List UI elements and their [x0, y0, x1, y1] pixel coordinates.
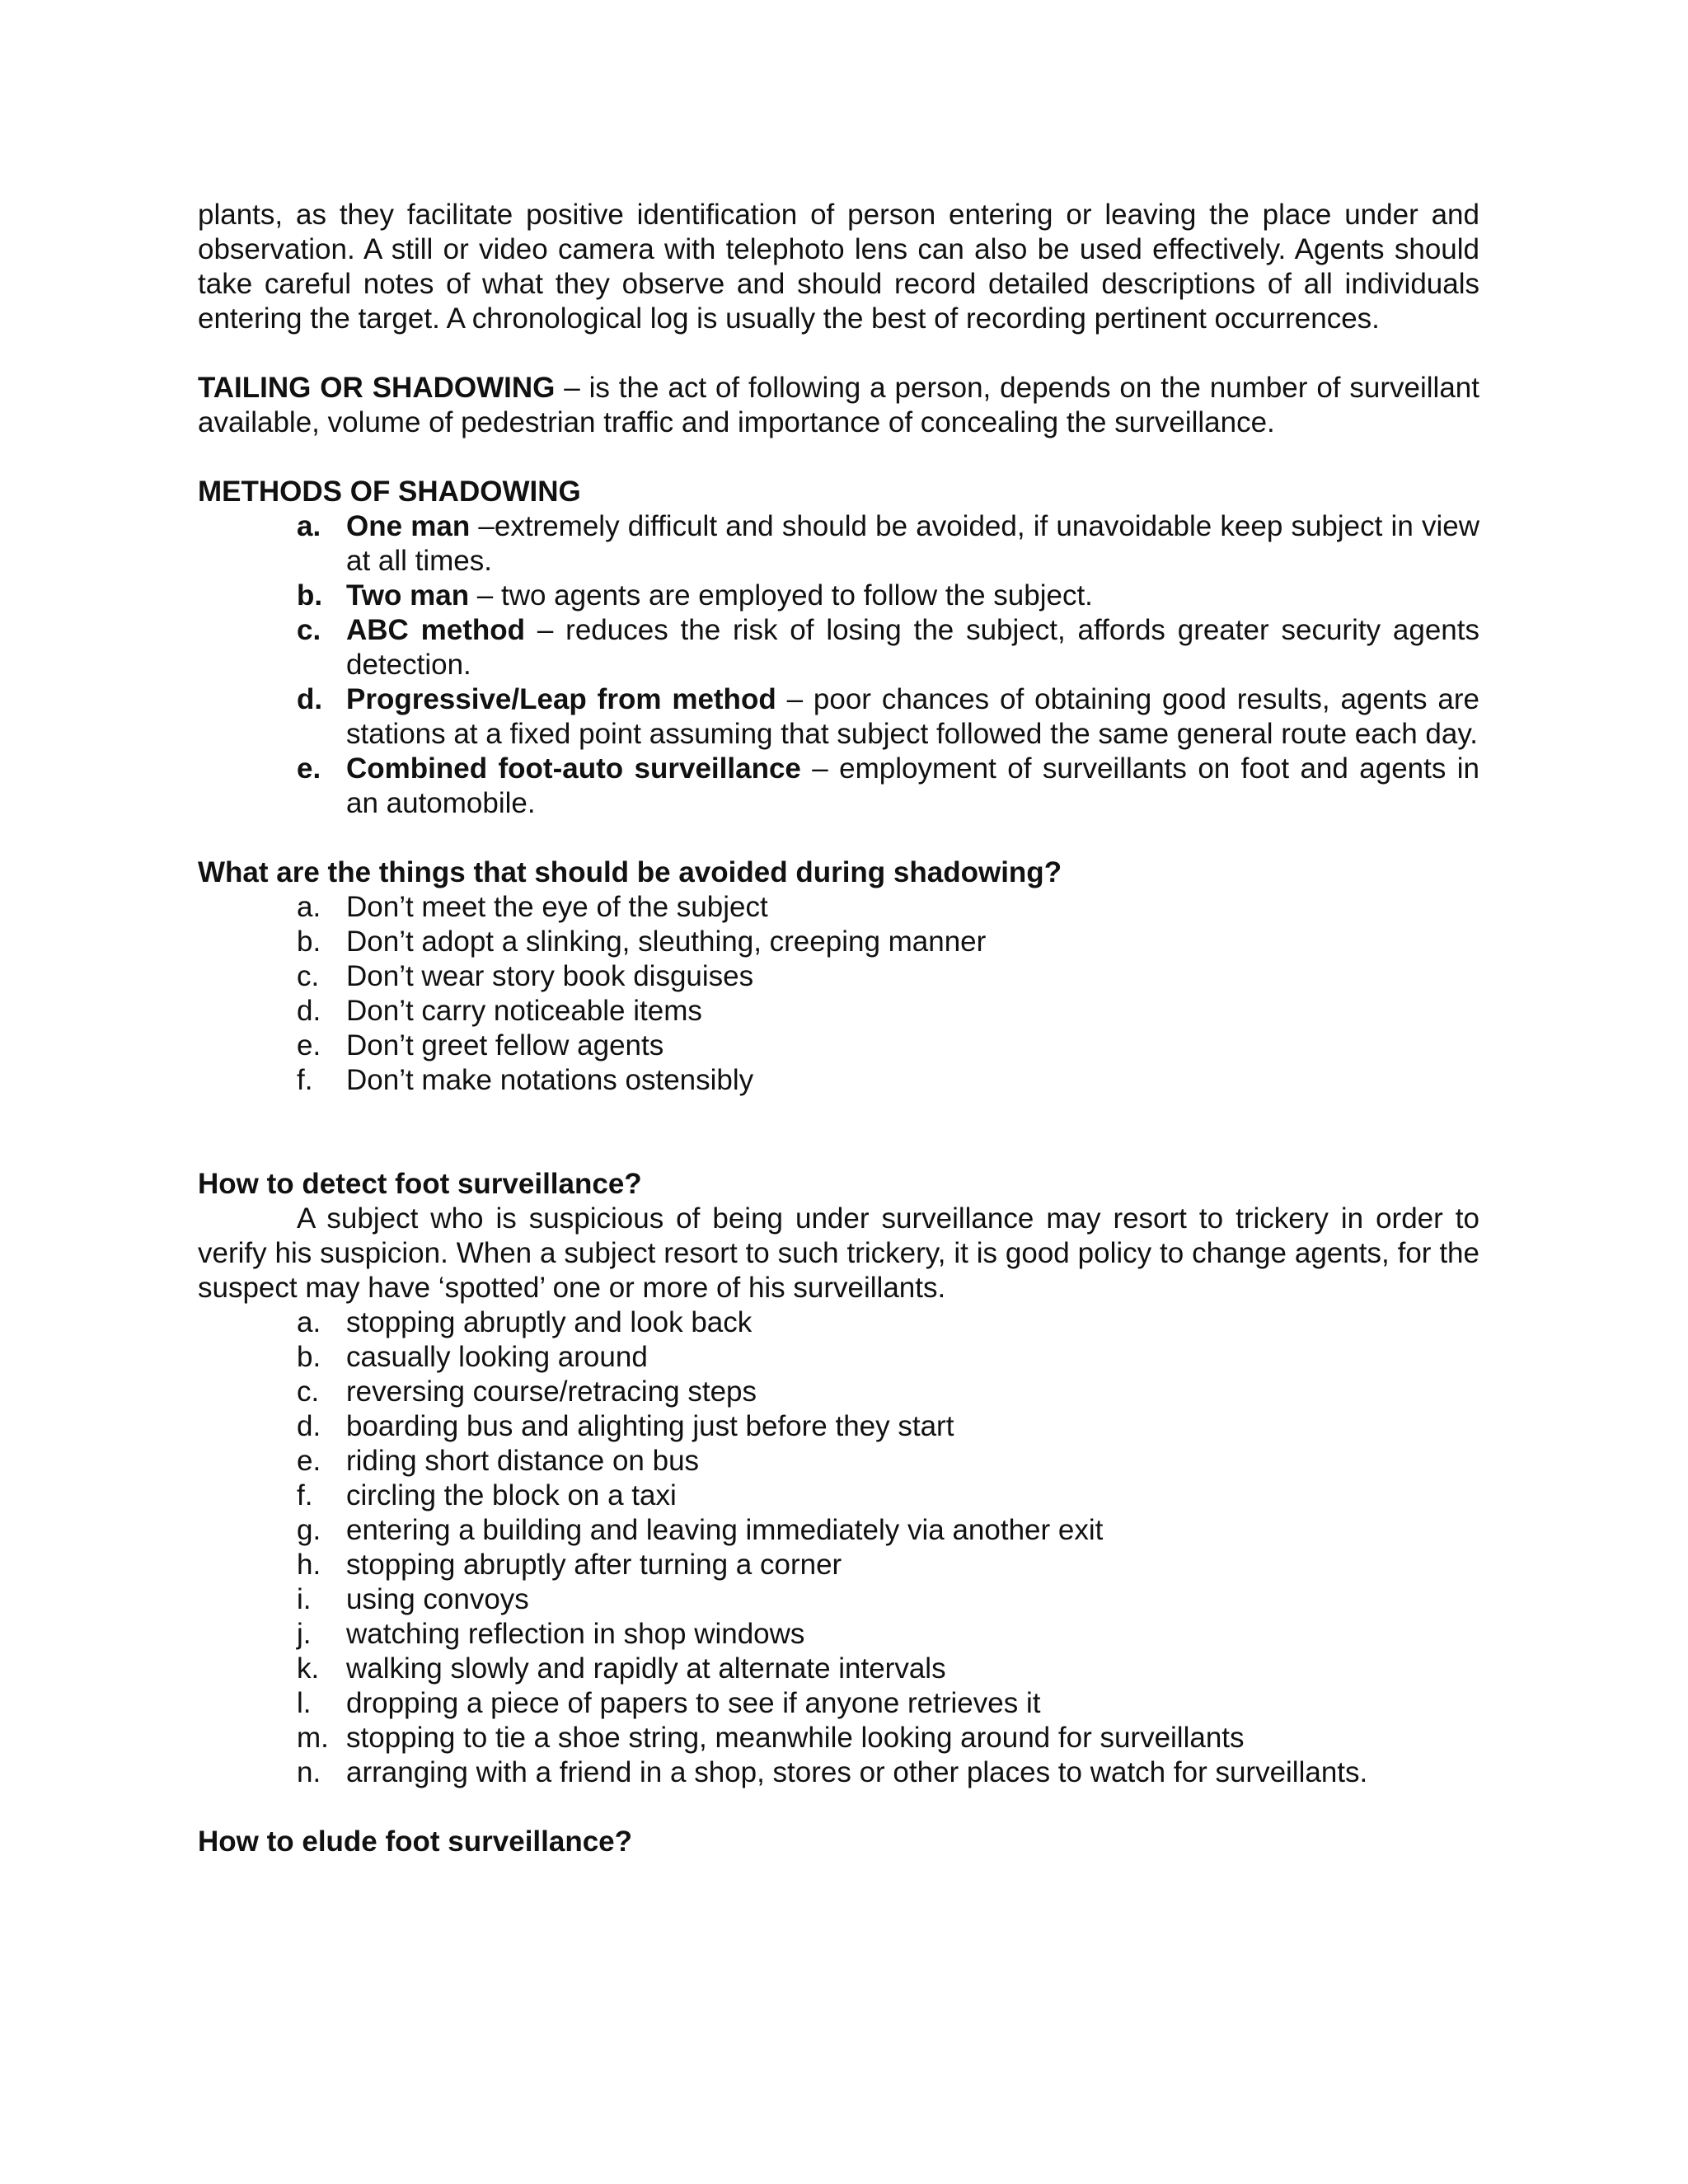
detect-heading: How to detect foot surveillance? — [198, 1168, 642, 1200]
list-item-body — [346, 682, 1479, 752]
list-item-body — [346, 752, 1479, 821]
method-text: – employment of surveillants on foot and agents in an automobile. — [346, 752, 1480, 819]
intro-paragraph: plants, as they facilitate positive identification of person entering or leaving the place under and observation. A still or video camera with telephoto lens can also be used effectively. Agents should take careful notes of what they observe and should record detailed descriptions of all individuals entering the target. A chronological log is usually the best of recording pertinent occurrences. — [198, 199, 1479, 335]
list-item — [297, 1375, 1479, 1409]
list-item-text: stopping to tie a shoe string, meanwhile looking around for surveillants — [346, 1722, 1245, 1754]
list-item — [297, 994, 1479, 1029]
list-item-text: reversing course/retracing steps — [346, 1376, 757, 1408]
list-item-body — [346, 579, 1479, 613]
list-marker: d. — [297, 995, 321, 1027]
list-marker: d. — [297, 1410, 321, 1442]
list-marker: a. — [297, 1306, 321, 1338]
list-item-text: walking slowly and rapidly at alternate intervals — [346, 1652, 946, 1685]
spacer — [198, 1098, 1479, 1167]
list-item — [297, 1548, 1479, 1582]
spacer — [198, 821, 1479, 855]
list-item-text: circling the block on a taxi — [346, 1479, 677, 1511]
list-item-text: Don’t wear story book disguises — [346, 960, 754, 992]
avoid-list — [198, 890, 1479, 1098]
method-text: – poor chances of obtaining good results, agents are stations at a fixed point assuming that subject followed the same general route each day. — [346, 683, 1479, 750]
list-marker: b. — [297, 579, 323, 612]
list-item — [297, 1029, 1479, 1063]
list-item — [297, 1063, 1479, 1098]
list-marker: f. — [297, 1064, 313, 1096]
list-marker: f. — [297, 1479, 313, 1511]
list-item — [297, 925, 1479, 959]
list-item — [297, 1409, 1479, 1444]
list-item — [297, 1755, 1479, 1790]
avoid-heading: What are the things that should be avoided during shadowing? — [198, 856, 1062, 888]
spacer — [198, 440, 1479, 475]
tailing-text: – is the act of following a person, depends on the number of surveillant available, volume of pedestrian traffic and importance of concealing the surveillance. — [198, 372, 1479, 438]
method-text: – two agents are employed to follow the subject. — [469, 579, 1093, 612]
list-marker: c. — [297, 960, 320, 992]
detect-list — [198, 1305, 1479, 1790]
list-item — [297, 752, 1479, 821]
list-item-text: riding short distance on bus — [346, 1445, 700, 1477]
tailing-definition — [198, 371, 1479, 440]
list-item-text: stopping abruptly and look back — [346, 1306, 753, 1338]
method-term: Two man — [346, 579, 470, 612]
list-marker: e. — [297, 1445, 321, 1477]
list-item-text: casually looking around — [346, 1341, 648, 1373]
list-marker: c. — [297, 1376, 320, 1408]
methods-heading: METHODS OF SHADOWING — [198, 476, 581, 508]
methods-list — [198, 509, 1479, 821]
list-item — [297, 1686, 1479, 1721]
list-marker: g. — [297, 1514, 321, 1546]
list-item — [297, 579, 1479, 613]
list-item — [297, 1479, 1479, 1513]
list-item-text: Don’t greet fellow agents — [346, 1029, 664, 1062]
list-item — [297, 1617, 1479, 1652]
list-marker: b. — [297, 926, 321, 958]
list-marker: m. — [297, 1722, 329, 1754]
document-page — [198, 198, 1479, 1859]
elude-heading: How to elude foot surveillance? — [198, 1825, 633, 1858]
list-marker: a. — [297, 891, 321, 923]
list-item-body — [346, 613, 1479, 682]
list-item — [297, 1652, 1479, 1686]
detect-paragraph: A subject who is suspicious of being under surveillance may resort to trickery in order to verify his suspicion. When a subject resort to such trickery, it is good policy to change agents, for the suspect may have ‘spotted’ one or more of his surveillants. — [198, 1202, 1479, 1304]
list-marker: j. — [297, 1618, 312, 1650]
method-text: – reduces the risk of losing the subject, affords greater security agents detection. — [346, 614, 1479, 681]
method-term: Progressive/Leap from method — [346, 683, 776, 715]
list-item-text: Don’t make notations ostensibly — [346, 1064, 754, 1096]
list-item — [297, 1444, 1479, 1479]
list-marker: k. — [297, 1652, 320, 1685]
method-term: One man — [346, 510, 471, 542]
list-marker: h. — [297, 1549, 321, 1581]
list-item-text: Don’t meet the eye of the subject — [346, 891, 768, 923]
list-item-text: stopping abruptly after turning a corner — [346, 1549, 842, 1581]
list-item-body — [346, 509, 1479, 579]
list-item-text: watching reflection in shop windows — [346, 1618, 805, 1650]
list-item — [297, 1513, 1479, 1548]
list-item — [297, 613, 1479, 682]
tailing-term: TAILING OR SHADOWING — [198, 372, 556, 404]
spacer — [198, 1790, 1479, 1825]
list-item — [297, 1340, 1479, 1375]
list-item — [297, 509, 1479, 579]
list-marker: d. — [297, 683, 323, 715]
list-item-text: dropping a piece of papers to see if anyone retrieves it — [346, 1687, 1041, 1719]
method-term: ABC method — [346, 614, 526, 646]
list-item — [297, 1721, 1479, 1755]
list-item-text: Don’t adopt a slinking, sleuthing, creeping manner — [346, 926, 987, 958]
list-item — [297, 1305, 1479, 1340]
list-item — [297, 890, 1479, 925]
method-term: Combined foot-auto surveillance — [346, 752, 801, 785]
list-item-text: boarding bus and alighting just before they start — [346, 1410, 954, 1442]
list-item-text: entering a building and leaving immediately via another exit — [346, 1514, 1104, 1546]
list-item — [297, 682, 1479, 752]
list-item-text: using convoys — [346, 1583, 529, 1615]
list-marker: l. — [297, 1687, 312, 1719]
list-marker: n. — [297, 1756, 321, 1788]
list-item — [297, 1582, 1479, 1617]
method-text: –extremely difficult and should be avoided, if unavoidable keep subject in view at all times. — [346, 510, 1479, 577]
list-marker: a. — [297, 510, 321, 542]
list-marker: e. — [297, 752, 321, 785]
list-marker: e. — [297, 1029, 321, 1062]
list-item-text: arranging with a friend in a shop, stores or other places to watch for surveillants. — [346, 1756, 1368, 1788]
list-marker: i. — [297, 1583, 312, 1615]
list-marker: c. — [297, 614, 321, 646]
list-marker: b. — [297, 1341, 321, 1373]
list-item — [297, 959, 1479, 994]
spacer — [198, 336, 1479, 371]
list-item-text: Don’t carry noticeable items — [346, 995, 702, 1027]
